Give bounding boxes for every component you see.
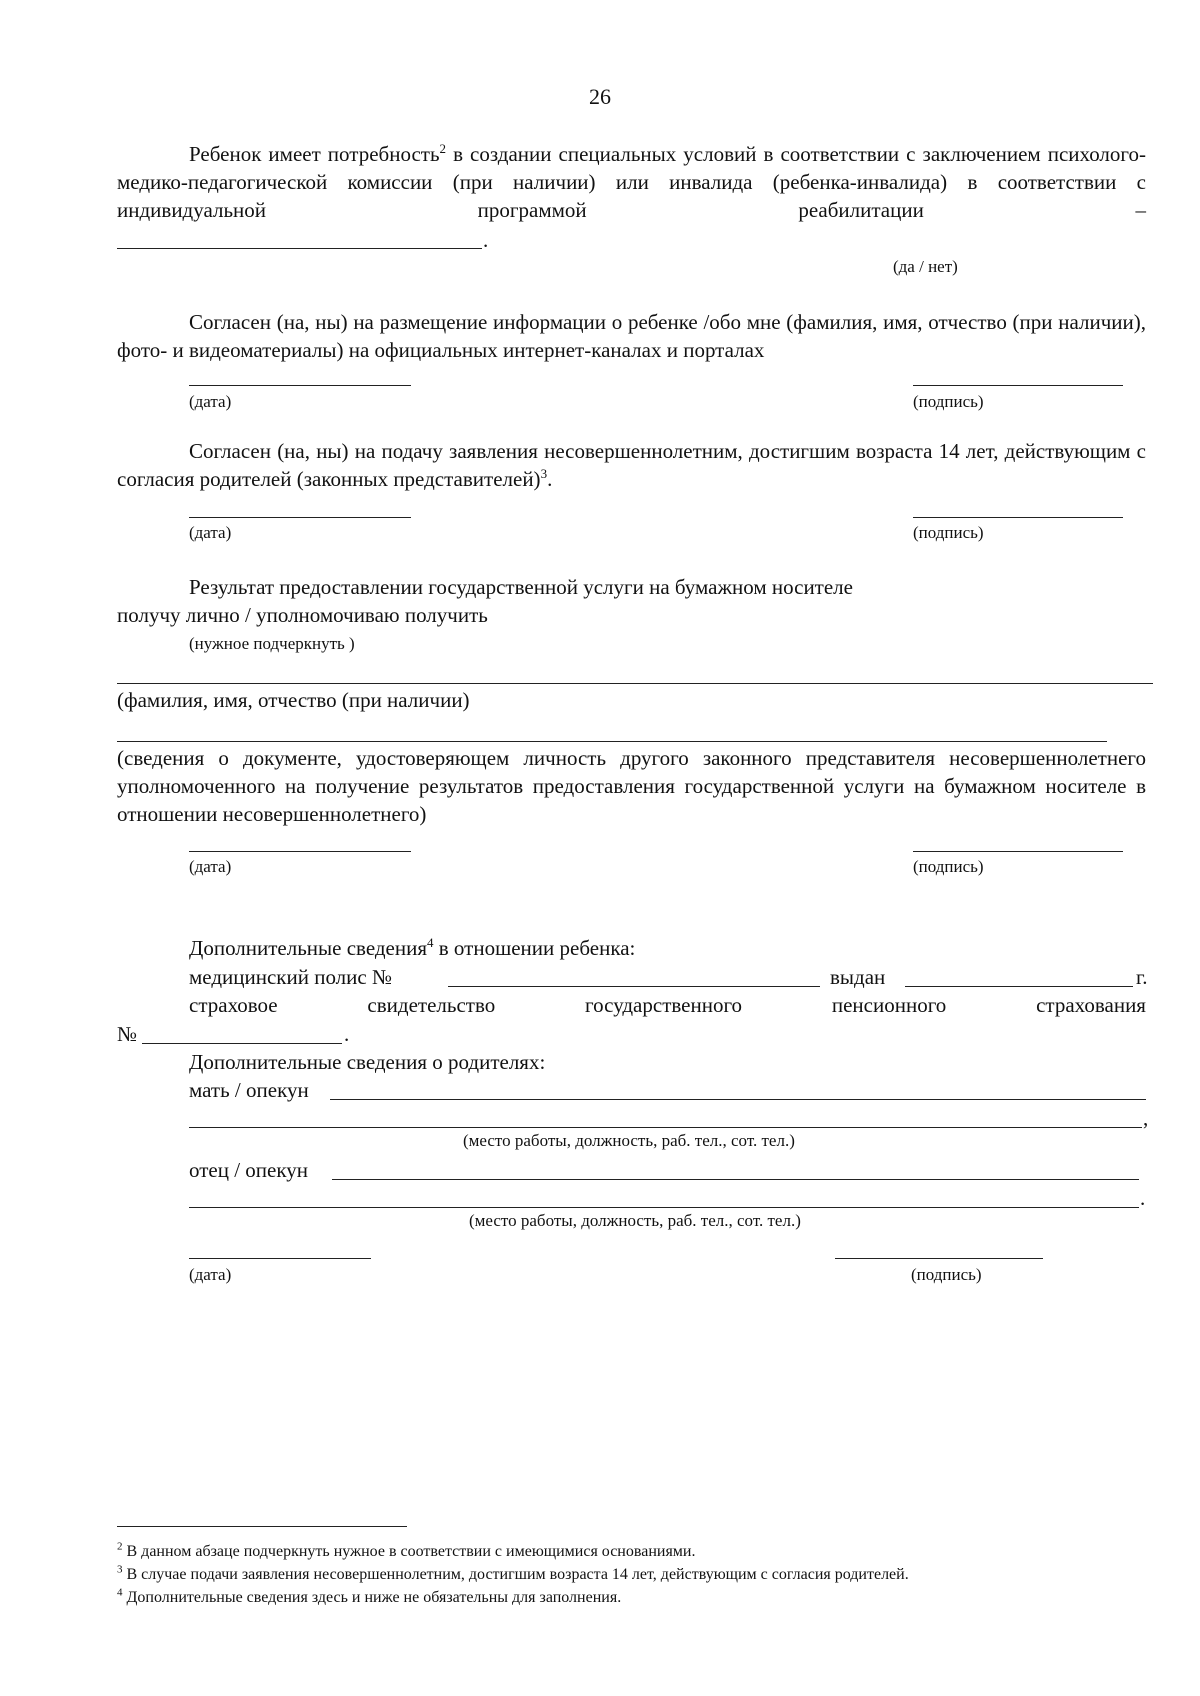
info-consent-date-label: (дата) <box>189 392 232 411</box>
representative-fio-label: (фамилия, имя, отчество (при наличии) <box>117 688 470 712</box>
result-delivery-line2: получу лично / уполномочиваю получить <box>117 603 488 627</box>
snils-word-2: свидетельство <box>367 993 496 1017</box>
mother-comma: , <box>1143 1106 1149 1130</box>
extra-info-date-label: (дата) <box>189 1265 232 1284</box>
parents-info-title: Дополнительные сведения о родителях: <box>189 1050 546 1074</box>
result-delivery-signature-line[interactable] <box>913 851 1123 852</box>
result-delivery-signature-label: (подпись) <box>913 857 984 876</box>
policy-issued-label: выдан <box>830 965 886 989</box>
snils-dot: . <box>344 1022 350 1046</box>
child-extra-info-title: Дополнительные сведения$^4$ в отношении ребенка: <box>189 935 636 960</box>
mother-field[interactable] <box>330 1099 1146 1100</box>
yes-no-hint: (да / нет) <box>893 257 958 276</box>
info-consent-paragraph: Согласен (на, ны) на размещение информации о ребенке /обо мне (фамилия, имя, отчество (при наличии), фото- и видеоматериалы) на официальных интернет-каналах и порталах <box>117 310 1146 362</box>
info-consent-signature-line[interactable] <box>913 385 1123 386</box>
minor-application-date-line[interactable] <box>189 517 411 518</box>
mother-work-field[interactable] <box>189 1127 1142 1128</box>
result-delivery-date-label: (дата) <box>189 857 232 876</box>
page-number: 26 <box>589 84 611 109</box>
mother-work-hint: (место работы, должность, раб. тел., сот. тел.) <box>463 1131 795 1150</box>
minor-application-date-label: (дата) <box>189 523 232 542</box>
snils-number-field[interactable] <box>142 1043 342 1044</box>
result-delivery-date-line[interactable] <box>189 851 411 852</box>
father-work-field[interactable] <box>189 1207 1139 1208</box>
extra-info-signature-line[interactable] <box>835 1258 1043 1259</box>
father-field[interactable] <box>332 1179 1139 1180</box>
underline-hint: (нужное подчеркнуть ) <box>189 634 355 653</box>
policy-year-suffix: г. <box>1136 965 1148 989</box>
minor-application-signature-line[interactable] <box>913 517 1123 518</box>
snils-word-1: страховое <box>189 993 278 1017</box>
minor-application-signature-label: (подпись) <box>913 523 984 542</box>
policy-issued-field[interactable] <box>905 986 1133 987</box>
footnote-4: $^4$ Дополнительные сведения здесь и ниже не обязательны для заполнения. <box>117 1586 622 1606</box>
info-consent-signature-label: (подпись) <box>913 392 984 411</box>
representative-document-line[interactable] <box>117 741 1107 742</box>
snils-number-sign: № <box>117 1022 138 1046</box>
medical-policy-number-field[interactable] <box>448 986 820 987</box>
special-conditions-answer-line[interactable] <box>117 248 482 249</box>
special-conditions-paragraph: Ребенок имеет потребность$^2$ в создании специальных условий в соответствии с заключением психолого-медико-педагогической комиссии (при наличии) или инвалида (ребенка-инвалида) в соответствии с индивидуальной программой реабилитации – <box>117 141 1146 222</box>
medical-policy-label: медицинский полис № <box>189 965 393 989</box>
extra-info-date-line[interactable] <box>189 1258 371 1259</box>
mother-label: мать / опекун <box>189 1078 309 1102</box>
father-dot: . <box>1140 1186 1146 1210</box>
extra-info-signature-label: (подпись) <box>911 1265 982 1284</box>
snils-word-4: пенсионного <box>831 993 947 1017</box>
snils-word-3: государственного <box>585 993 743 1017</box>
representative-document-label: (сведения о документе, удостоверяющем личность другого законного представителя несовершеннолетнего уполномоченного на получение результатов предоставления государственной услуги на бумажном носителе в отношении несовершеннолетнего) <box>117 746 1146 826</box>
snils-label-row <box>189 991 1146 1019</box>
info-consent-date-line[interactable] <box>189 385 411 386</box>
father-label: отец / опекун <box>189 1158 308 1182</box>
representative-fio-line[interactable] <box>117 683 1153 684</box>
footnote-3: $^3$ В случае подачи заявления несовершеннолетним, достигшим возраста 14 лет, действующим с согласия родителей. <box>117 1563 909 1583</box>
result-delivery-line1: Результат предоставлении государственной услуги на бумажном носителе <box>189 575 853 599</box>
father-work-hint: (место работы, должность, раб. тел., сот. тел.) <box>469 1211 801 1230</box>
footnote-2: $^2$ В данном абзаце подчеркнуть нужное в соответствии с имеющимися основаниями. <box>117 1540 696 1560</box>
special-conditions-end: . <box>483 228 489 252</box>
minor-application-paragraph: Согласен (на, ны) на подачу заявления несовершеннолетним, достигшим возраста 14 лет, действующим с согласия родителей (законных представителей)$^3$. <box>117 439 1146 491</box>
snils-word-5: страхования <box>1036 993 1146 1017</box>
footnote-separator <box>117 1526 407 1527</box>
